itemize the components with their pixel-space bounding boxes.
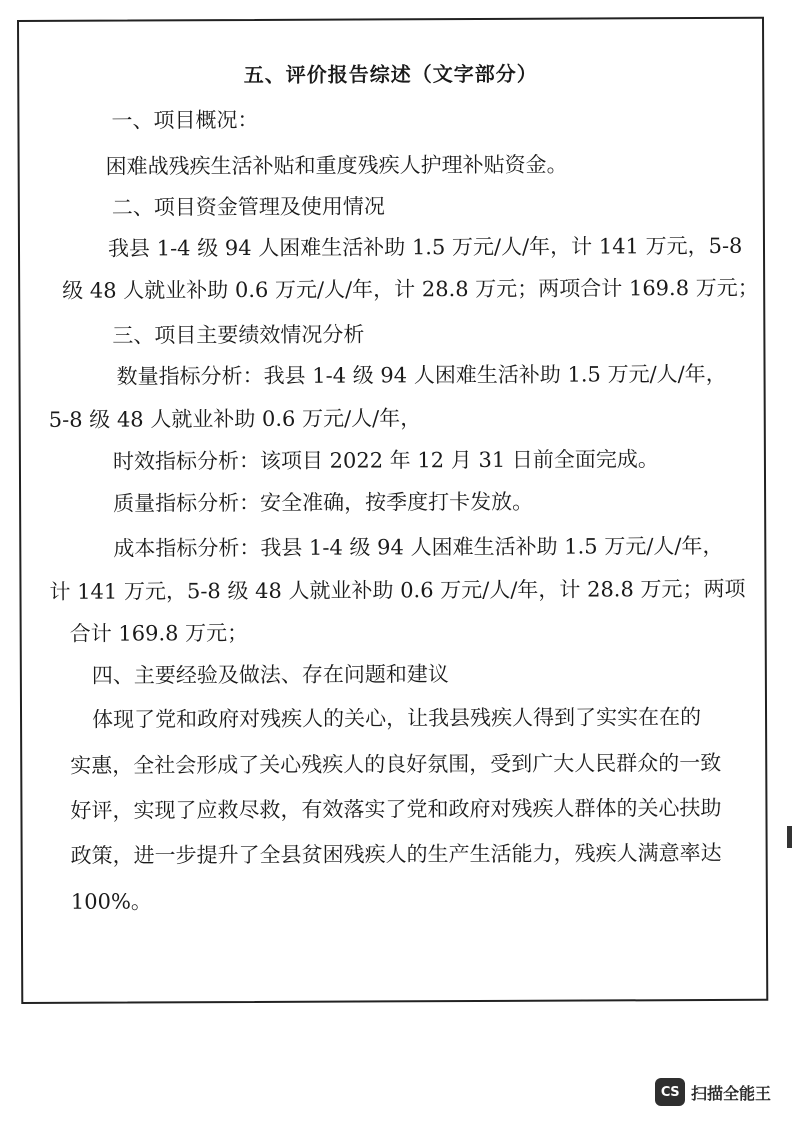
text-line: 级 48 人就业补助 0.6 万元/人/年，计 28.8 万元；两项合计 169.8 万元； xyxy=(62,275,759,303)
scanner-watermark xyxy=(655,1078,771,1106)
section-title: 五、评价报告综述（文字部分） xyxy=(243,61,538,88)
heading-performance-analysis: 三、项目主要绩效情况分析 xyxy=(112,322,365,348)
text-line: 100%。 xyxy=(70,889,152,914)
text-line: 数量指标分析：我县 1-4 级 94 人困难生活补助 1.5 万元/人/年， xyxy=(116,361,727,389)
document-frame xyxy=(17,17,768,1004)
text-line: 质量指标分析：安全准确，按季度打卡发放。 xyxy=(113,489,534,516)
text-line: 我县 1-4 级 94 人困难生活补助 1.5 万元/人/年，计 141 万元，5-8 xyxy=(107,233,743,261)
heading-project-overview: 一、项目概况： xyxy=(111,107,259,133)
text-line: 5-8 级 48 人就业补助 0.6 万元/人/年， xyxy=(48,406,422,432)
heading-fund-management: 二、项目资金管理及使用情况 xyxy=(111,194,385,220)
camscanner-logo-icon: CS xyxy=(655,1078,685,1106)
text-line: 体现了党和政府对残疾人的关心，让我县残疾人得到了实实在在的 xyxy=(92,705,702,732)
text-line: 合计 169.8 万元； xyxy=(69,620,249,646)
text-line: 困难战残疾生活补贴和重度残疾人护理补贴资金。 xyxy=(105,152,568,179)
text-line: 时效指标分析：该项目 2022 年 12 月 31 日前全面完成。 xyxy=(112,447,659,474)
text-line: 成本指标分析：我县 1-4 级 94 人困难生活补助 1.5 万元/人/年， xyxy=(113,533,724,561)
scan-edge-mark xyxy=(787,826,792,848)
text-line: 实惠，全社会形成了关心残疾人的良好氛围，受到广大人民群众的一致 xyxy=(70,750,722,778)
text-line: 好评，实现了应救尽救，有效落实了党和政府对残疾人群体的关心扶助 xyxy=(70,795,722,823)
watermark-text: 扫描全能王 xyxy=(691,1083,772,1103)
text-line: 政策，进一步提升了全县贫困残疾人的生产生活能力，残疾人满意率达 xyxy=(70,840,722,868)
heading-experience-suggestions: 四、主要经验及做法、存在问题和建议 xyxy=(91,662,449,688)
text-line: 计 141 万元，5-8 级 48 人就业补助 0.6 万元/人/年，计 28.8 万元；两项 xyxy=(49,576,746,604)
